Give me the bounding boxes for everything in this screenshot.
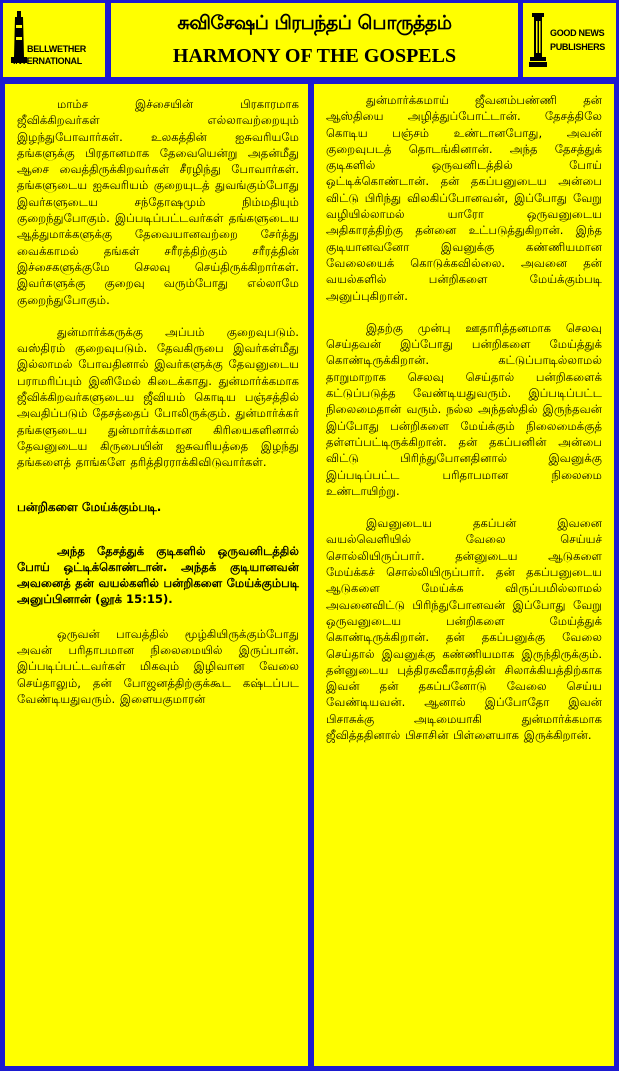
good-news-line2: PUBLISHERS bbox=[550, 42, 606, 52]
section-heading: பன்றிகளை மேய்க்கும்படி. bbox=[17, 499, 162, 514]
pillar-icon bbox=[529, 13, 547, 67]
title-box bbox=[111, 3, 518, 77]
right-paragraph-3: இவனுடைய தகப்பன் இவனை வயல்வெளியில் வேலை செய்யச் சொல்லியிருப்பார். தன்னுடைய ஆடுகளை மேய்க்கச் சொல்லியிருப்பார். தன் தகப்பனுடைய ஆடுகளை மேய்க்க விருப்பமில்லாமல் அவனைவிட்டு பிரிந்துபோனவன் இப்போது வேறு ஒருவனுடைய பன்றிகளை மேய்த்துக் கொண்டிருக்கிறான். தன் தகப்பனுக்கு வேலை செய்தால் இவனுக்கு கண்ணியமாக இருந்திருக்கும். தன்னுடைய புத்திரசுவீகாரத்தின் சிலாக்கியத்திற்காக இவன் தன் தகப்பனோடு வேலை செய்ய வேண்டியவன். ஆனால் இப்போதோ இவன் பிசாசுக்கு அடிமையாகி துன்மார்க்கமாக ஜீவித்ததினால் பிசாசின் பிள்ளையாக இருக்கிறான். bbox=[326, 516, 602, 742]
left-paragraph-1: மாம்ச இச்சையின் பிரகாரமாக ஜீவிக்கிறவர்கள் எல்லாவற்றையும் இழந்துபோவார்கள். உலகத்தின் ஐசுவரியமே தங்களுக்கு பிரதானமாக தேவையென்று அதன்மீது ஆசை வைத்திருக்கிறவர்கள் சீரழிந்து போவார்கள். தங்களுடைய ஐசுவரியம் குறையுடத் துவங்கும்போது இவர்களுடைய சந்தோஷமும் நிம்மதியும் குறைந்துபோகும். இப்படிப்பட்டவர்கள் தங்களுடைய ஆத்துமாக்களுக்கு தேவையானவற்றை சேர்த்து வைக்காமல் தங்கள் சரீரத்திற்கும் சரீரத்தின் இச்சைகளுக்குமே செலவு செய்திருக்கிறார்கள். இவர்களுக்கு குறைவு வரும்போது எல்லாமே குறைந்துபோகும். bbox=[17, 97, 299, 307]
scripture-verse: அந்த தேசத்துக் குடிகளில் ஒருவனிடத்தில் போய் ஒட்டிக்கொண்டான். அந்தக் குடியானவன் அவனைத் தன் வயல்களில் பன்றிகளை மேய்க்கும்படி அனுப்பினான் (லூக் 15:15). bbox=[17, 543, 299, 607]
right-paragraph-1: துன்மார்க்கமாய் ஜீவனம்பண்ணி தன் ஆஸ்தியை அழித்துப்போட்டான். தேசத்திலே கொடிய பஞ்சம் உண்டானபோது, அவன் குறைவுபடத் தொடங்கினான். அந்த தேசத்துக் குடிகளில் ஒருவனிடத்தில் போய் ஒட்டிக்கொண்டான். தன் தகப்பனுடைய அன்பை விட்டு பிரிந்து விலகிப்போனவன், இப்போது வேறு வழியில்லாமல் யாரோ ஒருவனுடைய அதிகாரத்திற்கு தன்னை உட்படுத்துகிறான். இந்த குடியானவனோ இவனுக்கு கண்ணியமான வேலையைக் கொடுக்கவில்லை. அவனை தன் வயல்களில் பன்றிகளை மேய்க்கும்படி அனுப்புகிறான். bbox=[326, 93, 602, 303]
good-news-line1: GOOD NEWS bbox=[550, 28, 605, 38]
bellwether-line2: INTERNATIONAL bbox=[13, 56, 82, 66]
left-column bbox=[5, 84, 308, 1066]
right-column bbox=[314, 84, 614, 1066]
title-english: HARMONY OF THE GOSPELS bbox=[172, 45, 457, 67]
left-paragraph-3: ஒருவன் பாவத்தில் மூழ்கியிருக்கும்போது அவன் பரிதாபமான நிலைமையில் இருப்பான். இப்படிப்பட்டவர்கள் மிகவும் இழிவான வேலை செய்தாலும், தன் போஜனத்திற்குக்கூட கஷ்டப்பட வேண்டியதுவரும். இளையகுமாரன் bbox=[17, 626, 299, 706]
left-paragraph-2: துன்மார்க்கருக்கு அப்பம் குறைவுபடும். வஸ்திரம் குறைவுபடும். தேவகிருபை இவர்கள்மீது இல்லாமல் போவதினால் இவர்களுக்கு தேவனுடைய பராமரிப்பும் இனிமேல் கிடைக்காது. துன்மார்க்கமாக ஜீவிக்கிறவர்களுடைய ஜீவியம் கொடிய பஞ்சத்தில் அவதிப்படும் தேசத்தைப் போலிருக்கும். துன்மார்க்கர் தங்களுடைய துன்மார்க்கமான கிரியைகளினால் தேவனுடைய கிருபையின் ஐசுவரியத்தை இழந்து தங்களைத் தாங்களே தரித்திரராக்கிவிடுவார்கள். bbox=[17, 324, 299, 470]
bellwether-line1: BELLWETHER bbox=[27, 44, 86, 54]
title-tamil: சுவிசேஷப் பிரபந்தப் பொருத்தம் bbox=[177, 12, 452, 34]
bellwether-logo bbox=[3, 3, 105, 77]
right-paragraph-2: இதற்கு முன்பு ஊதாரித்தனமாக செலவு செய்தவன் இப்போது பன்றிகளை மேய்த்துக் கொண்டிருக்கிறான். கட்டுப்பாடில்லாமல் தாறுமாறாக செலவு செய்தால் பன்றிகளைக் கட்டுப்படுத்த வேண்டியதுவரும். இப்படிப்பட்ட நிலைமைதான் வரும். நல்ல அந்தஸ்தில் இருந்தவன் இப்போது பன்றிகளை மேய்க்கும் நிலைமைக்குத் தள்ளப்பட்டிருக்கிறான். தன் தகப்பனின் அன்பை விட்டு பிரிந்துபோனதினால் இவனுக்கு இப்படிப்பட்ட பரிதாபமான நிலைமை உண்டாயிற்று. bbox=[326, 320, 602, 498]
good-news-logo bbox=[523, 3, 616, 77]
